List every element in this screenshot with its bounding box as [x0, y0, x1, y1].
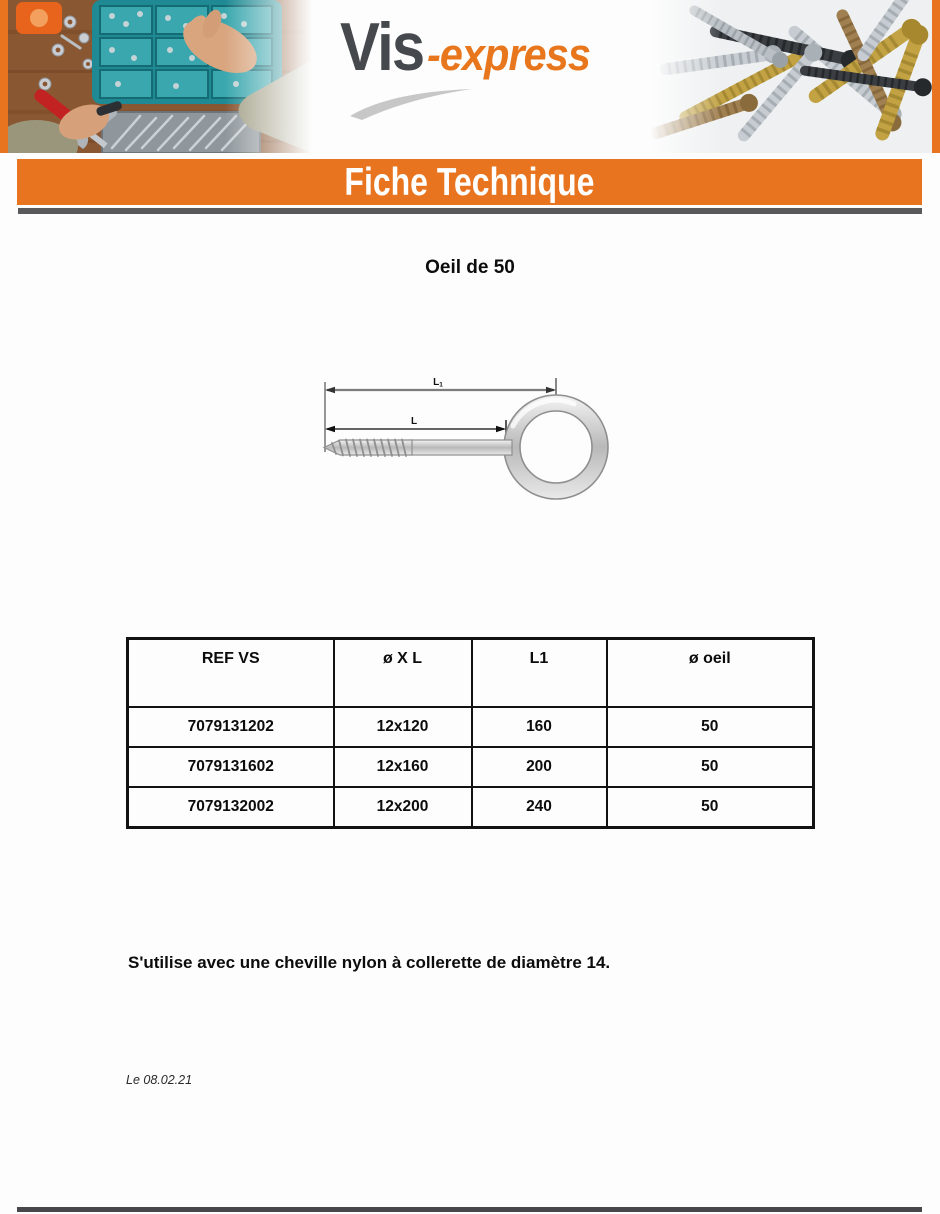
workbench-photo [0, 0, 312, 153]
cell-ref: 7079131202 [128, 707, 334, 747]
cell-l1: 200 [472, 747, 607, 787]
logo-text-vis: Vis [340, 9, 424, 85]
eye-screw-diagram [308, 366, 640, 518]
table-header-row [128, 639, 814, 708]
cell-l1: 160 [472, 707, 607, 747]
vis-express-logo [340, 9, 600, 89]
eye-screw-drawing [308, 366, 640, 518]
cell-dxl: 12x200 [334, 787, 472, 828]
spec-table [126, 637, 815, 829]
table-row [128, 787, 814, 828]
col-header-ref: REF VS [128, 639, 334, 708]
fiche-technique-banner [17, 159, 922, 205]
banner-underbar [18, 208, 922, 214]
workbench-photo-art [0, 0, 312, 153]
dim-label-l: L [410, 416, 418, 427]
cell-oeil: 50 [607, 747, 814, 787]
usage-note: S'utilise avec une cheville nylon à collerette de diamètre 14. [128, 953, 611, 972]
cell-oeil: 50 [607, 707, 814, 747]
logo-text-express: -express [426, 29, 590, 80]
dim-label-l1: L1 [433, 377, 443, 389]
cell-oeil: 50 [607, 787, 814, 828]
col-header-oeil: ø oeil [607, 639, 814, 708]
screws-pile-photo-art [650, 0, 940, 153]
banner-title: Fiche Technique [344, 160, 595, 204]
cell-ref: 7079132002 [128, 787, 334, 828]
table-row [128, 747, 814, 787]
document-date: Le 08.02.21 [126, 1073, 193, 1087]
cell-dxl: 12x120 [334, 707, 472, 747]
col-header-l1: L1 [472, 639, 607, 708]
cell-dxl: 12x160 [334, 747, 472, 787]
table-row [128, 707, 814, 747]
logo-swoosh-icon [346, 82, 478, 122]
footer-rule [17, 1207, 922, 1212]
cell-ref: 7079131602 [128, 747, 334, 787]
spec-table-container [126, 637, 815, 829]
col-header-dxl: ø X L [334, 639, 472, 708]
screws-pile-photo [650, 0, 940, 153]
cell-l1: 240 [472, 787, 607, 828]
product-title: Oeil de 50 [425, 257, 515, 278]
